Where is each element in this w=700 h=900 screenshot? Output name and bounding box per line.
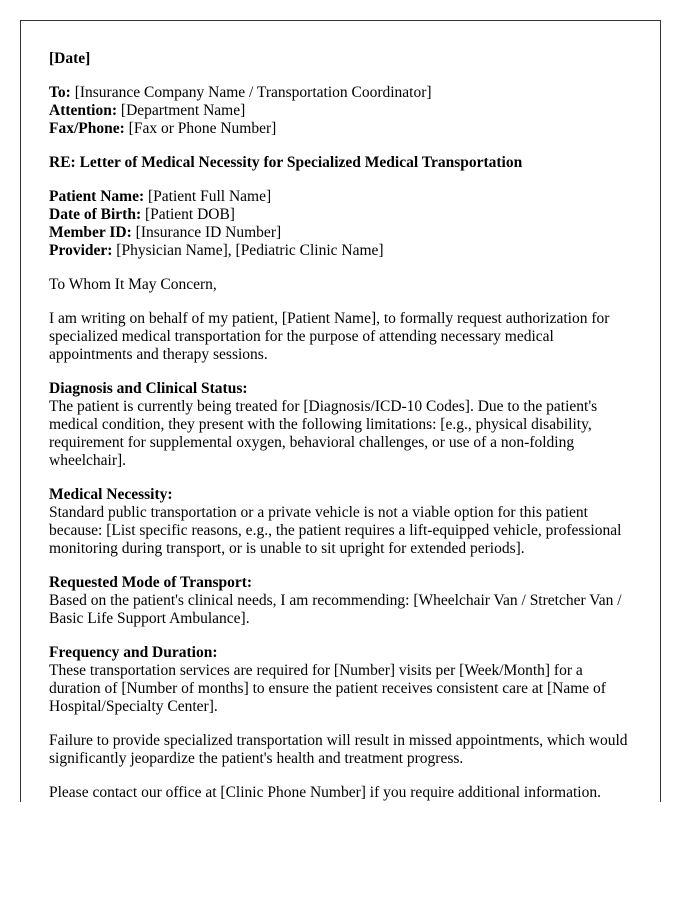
section-heading: Requested Mode of Transport: bbox=[49, 574, 253, 591]
intro-paragraph: I am writing on behalf of my patient, [Patient Name], to formally request authorization for specialized medical transportation for the purpose of attending necessary medical appointments and therapy sessions. bbox=[49, 310, 610, 363]
contact-paragraph: Please contact our office at [Clinic Phone Number] if you require additional information. bbox=[49, 784, 601, 801]
section-body: Based on the patient's clinical needs, I am recommending: [Wheelchair Van / Stretcher Van / Basic Life Support Ambulance]. bbox=[49, 592, 622, 627]
fax-value: [Fax or Phone Number] bbox=[124, 120, 277, 137]
patient-name-label: Patient Name: bbox=[49, 188, 145, 205]
provider-value: [Physician Name], [Pediatric Clinic Name] bbox=[112, 242, 384, 259]
fax-label: Fax/Phone: bbox=[49, 120, 125, 137]
section-heading: Medical Necessity: bbox=[49, 486, 173, 503]
attention-value: [Department Name] bbox=[117, 102, 246, 119]
section-diagnosis bbox=[49, 380, 632, 470]
section-body: The patient is currently being treated for [Diagnosis/ICD-10 Codes]. Due to the patient's medical condition, they present with the following limitations: [e.g., physical disability, requirement for supplemental oxygen, behavioral challenges, or use of a non-folding wheelchair]. bbox=[49, 398, 598, 469]
section-medical-necessity bbox=[49, 486, 632, 558]
section-body: These transportation services are required for [Number] visits per [Week/Month] for a duration of [Number of months] to ensure the patient receives consistent care at [Name of Hospital/Specialty Center]. bbox=[49, 662, 606, 715]
attention-line bbox=[49, 102, 632, 120]
member-id-line bbox=[49, 224, 632, 242]
section-heading: Diagnosis and Clinical Status: bbox=[49, 380, 248, 397]
salutation: To Whom It May Concern, bbox=[49, 276, 217, 293]
fax-line bbox=[49, 120, 632, 138]
dob-value: [Patient DOB] bbox=[141, 206, 235, 223]
recipient-block bbox=[49, 84, 632, 138]
dob-label: Date of Birth: bbox=[49, 206, 142, 223]
section-transport-mode bbox=[49, 574, 632, 628]
subject-line bbox=[49, 154, 632, 172]
section-frequency bbox=[49, 644, 632, 716]
date-line bbox=[49, 50, 632, 68]
letter-content bbox=[21, 21, 660, 802]
subject: RE: Letter of Medical Necessity for Specialized Medical Transportation bbox=[49, 154, 523, 171]
to-label: To: bbox=[49, 84, 71, 101]
patient-info-block bbox=[49, 188, 632, 260]
member-id-label: Member ID: bbox=[49, 224, 132, 241]
letter-page bbox=[20, 20, 661, 802]
provider-line bbox=[49, 242, 632, 260]
section-body: Standard public transportation or a private vehicle is not a viable option for this patient because: [List specific reasons, e.g., the patient requires a lift-equipped vehicle, professional monitoring during transport, or is unable to sit upright for extended periods]. bbox=[49, 504, 622, 557]
consequence-paragraph: Failure to provide specialized transportation will result in missed appointments, which would significantly jeopardize the patient's health and treatment progress. bbox=[49, 732, 628, 767]
to-value: [Insurance Company Name / Transportation Coordinator] bbox=[70, 84, 432, 101]
date: [Date] bbox=[49, 50, 91, 67]
patient-name-value: [Patient Full Name] bbox=[144, 188, 272, 205]
member-id-value: [Insurance ID Number] bbox=[131, 224, 282, 241]
patient-name-line bbox=[49, 188, 632, 206]
dob-line bbox=[49, 206, 632, 224]
to-line bbox=[49, 84, 632, 102]
section-heading: Frequency and Duration: bbox=[49, 644, 218, 661]
provider-label: Provider: bbox=[49, 242, 113, 259]
attention-label: Attention: bbox=[49, 102, 118, 119]
